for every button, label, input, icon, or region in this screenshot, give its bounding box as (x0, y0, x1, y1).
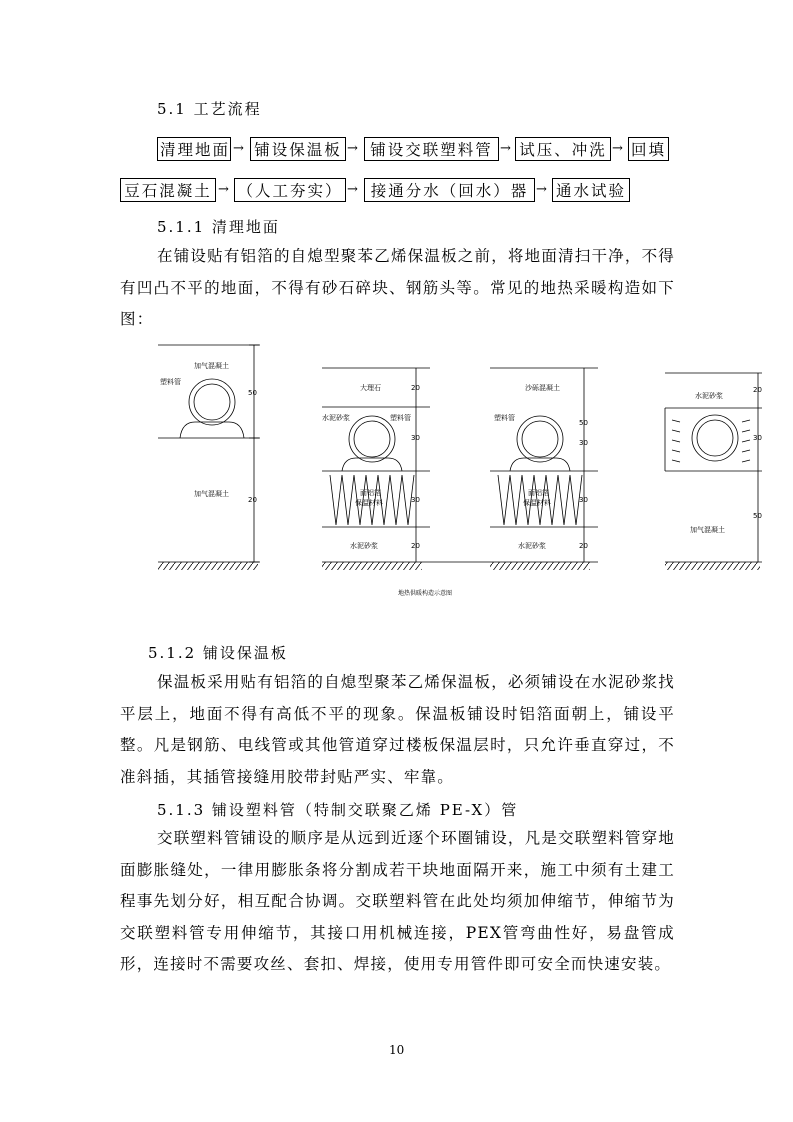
section-heading-5-1-3: 5.1.3 铺设塑料管（特制交联聚乙烯 PE-X）管 (157, 801, 519, 819)
label-foil: 面铝箔 (528, 489, 549, 497)
flow-arrow: → (347, 182, 358, 197)
label-foil: 面铝箔 (360, 489, 381, 497)
paragraph-pipe-laying: 交联塑料管铺设的顺序是从远到近逐个环圈铺设，凡是交联塑料管穿地面膨胀缝处，一律用膨胀条将分割成若干块地面隔开来，施工中须有土建工程事先划分好，相互配合协调。交联塑料管在此处均须加伸缩节，伸缩节为交联塑料管专用伸缩节，其接口用机械连接，PEX管弯曲性好，易盘管成形，连接时不需要攻丝、套扣、焊接，使用专用管件即可安全而快速安装。 (120, 829, 675, 973)
dim-label: 30 (579, 496, 588, 504)
flow-arrow: → (347, 141, 358, 156)
flow-step-tamp: （人工夯实） (234, 178, 346, 202)
dim-label: 20 (579, 542, 588, 550)
flow-arrow: → (500, 141, 511, 156)
dim-label: 20 (411, 542, 420, 550)
label-insulation: 保温材料 (523, 499, 551, 507)
diagram-marble (322, 368, 430, 570)
paragraph-insulation-board: 保温板采用贴有铝箔的自熄型聚苯乙烯保温板，必须铺设在水泥砂浆找平层上，地面不得有高低不平的现象。保温板铺设时铝箔面朝上，铺设平整。凡是钢筋、电线管或其他管道穿过楼板保温层时，只允许垂直穿过，不准斜插，其插管接缝用胶带封贴严实、牢靠。 (120, 673, 675, 786)
paragraph-clean-ground: 在铺设贴有铝箔的自熄型聚苯乙烯保温板之前，将地面清扫干净，不得有凹凸不平的地面，不得有砂石碎块、钢筋头等。常见的地热采暖构造如下图： (120, 247, 675, 328)
flow-arrow: → (233, 141, 244, 156)
label-marble: 大理石 (360, 384, 381, 392)
section-heading-5-1-2: 5.1.2 铺设保温板 (148, 644, 288, 662)
label-insulation: 保温材料 (355, 499, 383, 507)
label-aerated-bottom: 加气混凝土 (194, 490, 229, 498)
dim-label: 30 (411, 434, 420, 442)
label-pipe: 塑料管 (160, 378, 181, 386)
label-aerated-top: 加气混凝土 (194, 362, 229, 370)
dim-label: 50 (753, 512, 762, 520)
flow-step-clean: 清理地面 (157, 137, 231, 161)
label-gravel-concrete: 沙砾混凝土 (525, 384, 560, 392)
dim-label: 50 (579, 419, 588, 427)
flow-step-manifold: 接通分水（回水）器 (364, 178, 535, 202)
figure-caption: 地热供暖构造示意图 (398, 590, 453, 597)
label-pipe: 塑料管 (494, 414, 515, 422)
flow-step-backfill: 回填 (628, 137, 669, 161)
label-mortar: 水泥砂浆 (695, 392, 723, 400)
label-pipe: 塑料管 (390, 414, 411, 422)
dim-label: 50 (248, 389, 257, 397)
diagram-cement-mortar (665, 373, 762, 570)
dim-label: 20 (411, 384, 420, 392)
flow-arrow: → (536, 182, 547, 197)
dim-label: 20 (753, 386, 762, 394)
label-aerated-bottom: 加气混凝土 (690, 526, 725, 534)
page-number: 10 (389, 1043, 405, 1057)
flow-step-pipe: 铺设交联塑料管 (364, 137, 499, 161)
flow-step-water-test: 通水试验 (552, 178, 630, 202)
flow-step-insulation: 铺设保温板 (250, 137, 346, 161)
section-heading-5-1: 5.1 工艺流程 (157, 100, 262, 118)
flow-arrow: → (612, 141, 623, 156)
label-mortar: 水泥砂浆 (322, 414, 350, 422)
section-heading-5-1-1: 5.1.1 清理地面 (157, 218, 280, 236)
flow-step-pressure-test: 试压、冲洗 (515, 137, 611, 161)
dim-label: 30 (411, 496, 420, 504)
flow-step-pea-gravel: 豆石混凝土 (120, 178, 216, 202)
dim-label: 30 (579, 439, 588, 447)
flow-arrow: → (218, 182, 229, 197)
dim-label: 30 (753, 434, 762, 442)
label-mortar-bottom: 水泥砂浆 (518, 542, 546, 550)
diagram-gravel-concrete (490, 368, 598, 570)
dim-label: 20 (248, 496, 257, 504)
floor-heating-diagram (150, 340, 770, 610)
label-mortar-bottom: 水泥砂浆 (350, 542, 378, 550)
